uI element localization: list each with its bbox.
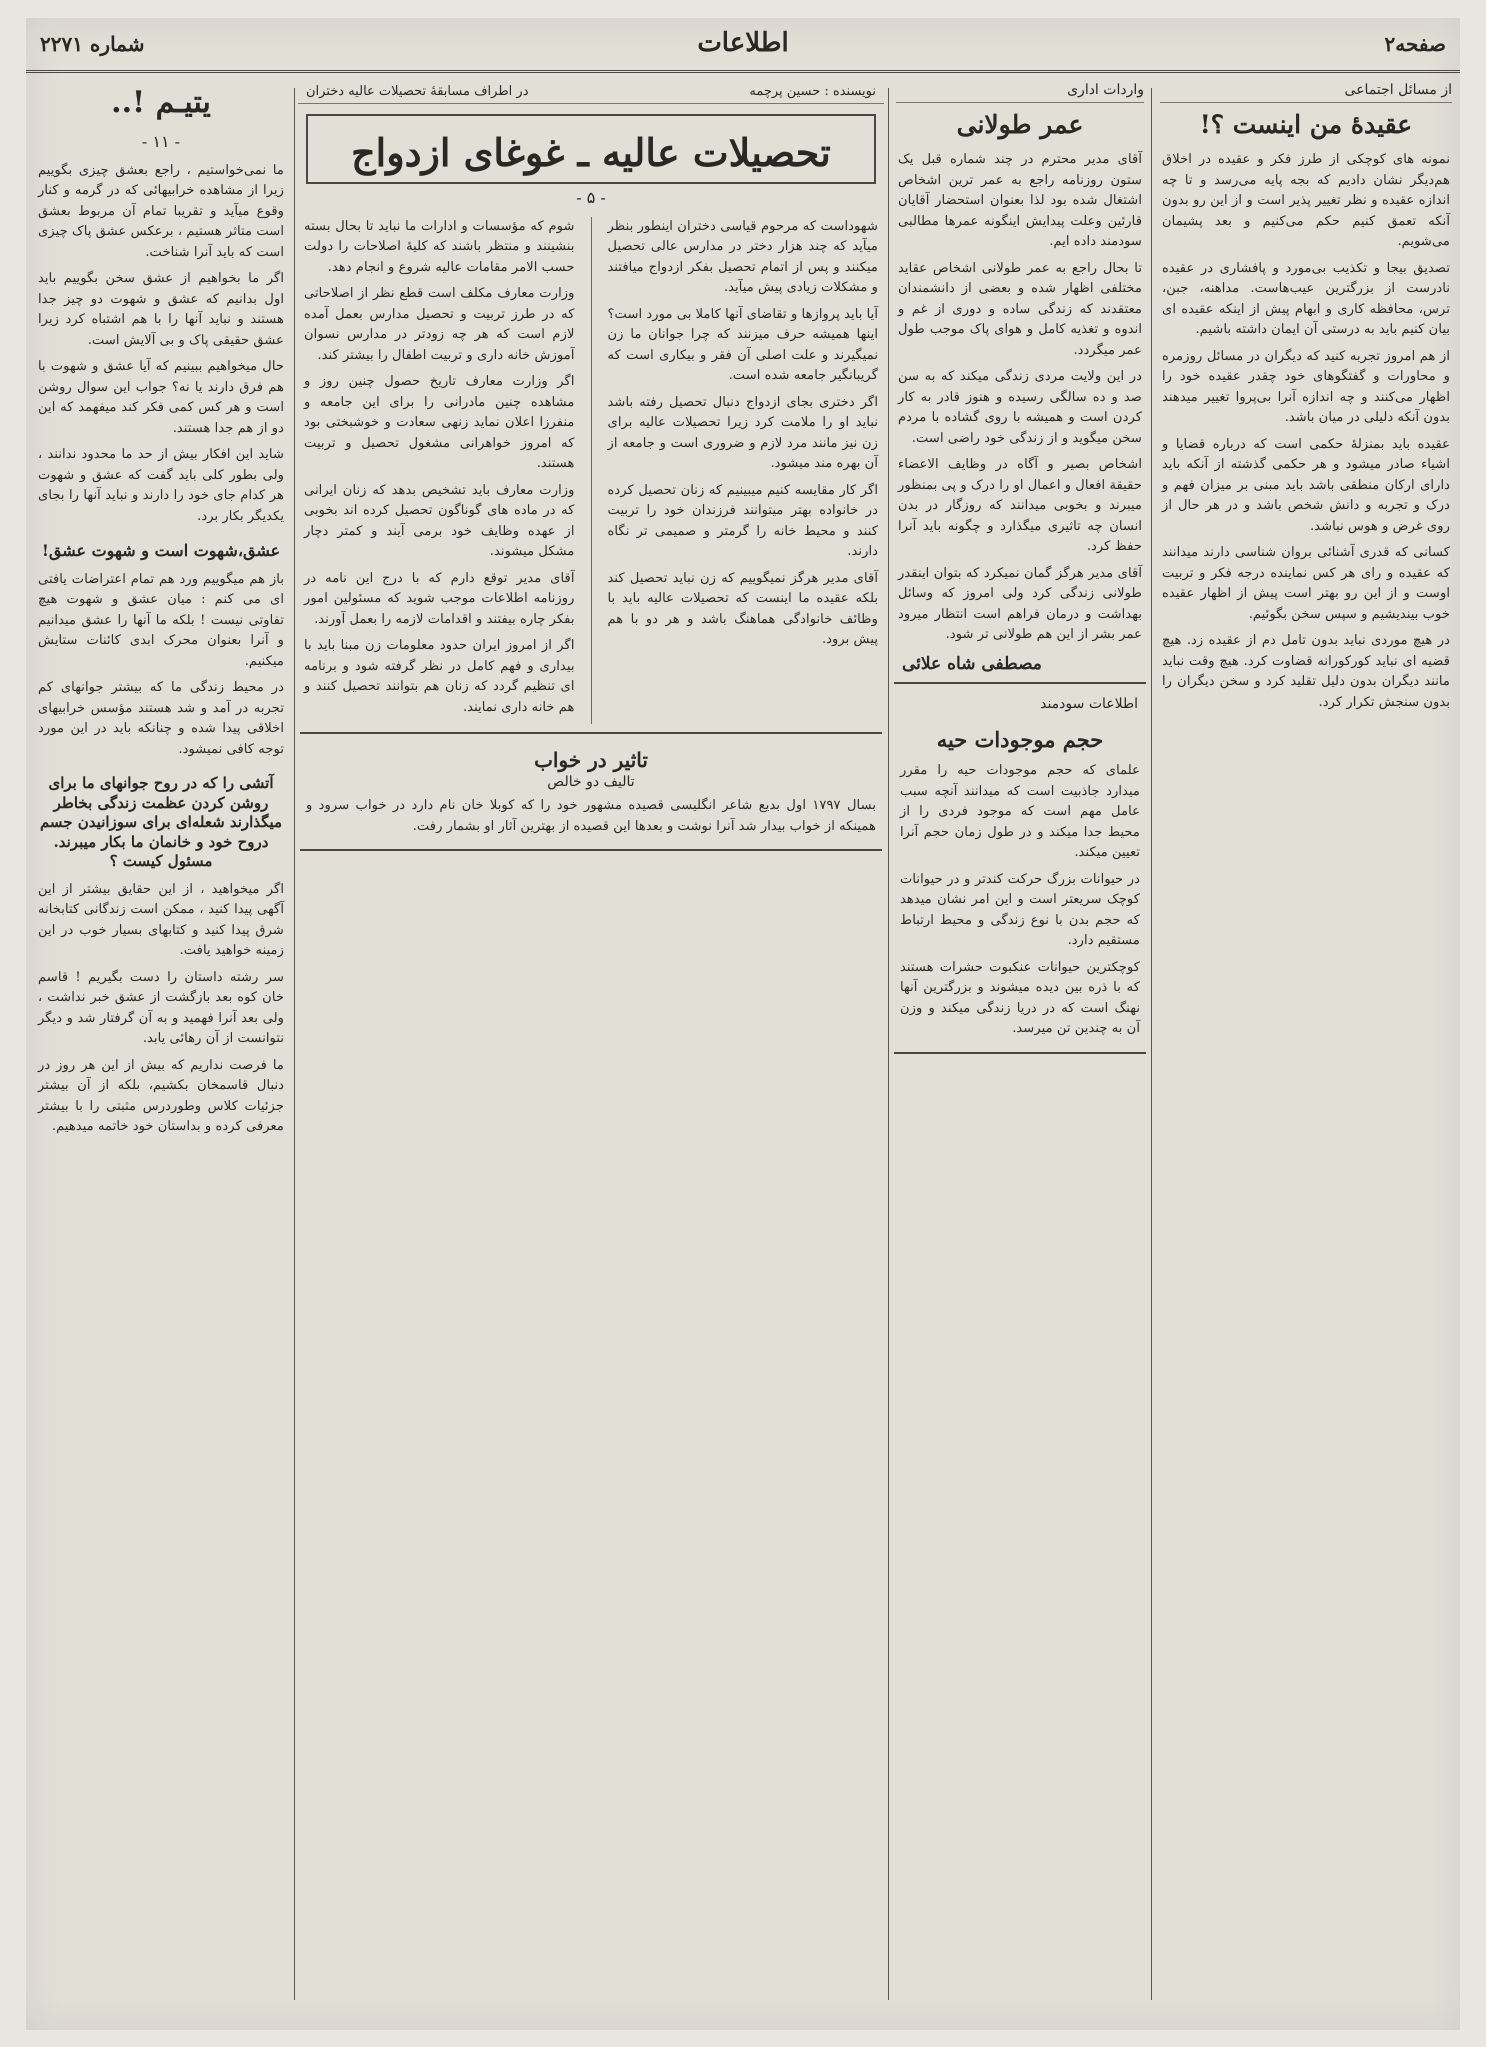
serial-number: - ۵ - xyxy=(576,187,606,207)
paragraph: آقای مدیر هرگز نمیگوییم که زن نباید تحصیل کند بلکه عقیده ما اینست که تحصیلات عالیه باید با وظائف خانوادگی هماهنگ باشد و هر دو با هم پیش برود. xyxy=(607,570,878,648)
paragraph: حال میخواهیم ببینیم که آیا عشق و شهوت با هم فرق دارند یا نه؟ جواب این سوال روشن است و هر کس کمی فکر کند میفهمد که این دو از هم جدا هستند. xyxy=(38,359,284,436)
author-byline: تالیف دو خالص xyxy=(547,774,635,791)
paragraph: اگر ما بخواهیم از عشق سخن بگوییم باید اول بدانیم که عشق و شهوت دو چیز جدا هستند و نباید آنها را با هم اشتباه کرد زیرا عشق حقیقی پاک و بی آلایش است. xyxy=(38,271,284,348)
sub-column-rule xyxy=(591,217,592,725)
column-rule xyxy=(1151,88,1152,2000)
paragraph: ما نمی‌خواستیم ، راجع بعشق چیزی بگوییم زیرا از مشاهده خرابیهائی که در گرمه و کنار وقوع میآید و تقریبا تمام آن مربوط بعشق است متاثر هستیم ، برعکس عشق پاک چیزی است که باید آنرا شناخت. xyxy=(38,162,284,260)
paragraph: نمونه های کوچکی از طرز فکر و عقیده در اخلاق هم‌دیگر نشان دادیم که بجه پایه می‌رسد و تا چه اندازه عقیده و نظر تغییر پذیر است و از این رو بدون آنکه تعمق کنیم حکم می‌کنیم و بعد پشیمان می‌شویم. xyxy=(1162,152,1450,250)
paragraph: اشخاص بصیر و آگاه در وظایف الاعضاء حقیقة افعال و اعمال او را درک و پی بمنظور میبرند و بخوبی میدانند که روزگار در بدن انسان چه تاثیری میگذارد و چگونه باید آنرا حفظ کرد. xyxy=(898,457,1142,555)
paragraph: اگر از امروز ایران حدود معلومات زن مبنا باید با بیداری و فهم کامل در نظر گرفته شود و برنامه ای تنظیم گردد که زنان هم بتوانند تحصیل کنند و هم خانه داری نمایند. xyxy=(304,638,575,715)
byline-row xyxy=(298,80,884,104)
paragraph: عقیده باید بمنزلهٔ حکمی است که درباره قضایا و اشیاء صادر میشود و هر حکمی گذشته از آنکه باید دارای ارکان منطقی باشد باید مبنی بر میزان فهم و درک و تجربه و دانش شخص باشد و در هر حال از روی غرض و هوس نباشد. xyxy=(1162,436,1450,534)
paragraph: ما فرصت نداریم که بیش از این هر روز در دنبال قاسمخان بکشیم، بلکه از آن بیشتر جزئیات کلاس وطوردرس مثبتی را با بیشتر معرفی کرده و بداستان خود خاتمه میدهیم. xyxy=(38,1057,284,1135)
newspaper-name: اطلاعات xyxy=(697,28,789,58)
column-rule xyxy=(294,88,295,2000)
paragraph: وزارت معارف باید تشخیص بدهد که زنان ایرانی که در ماده های گوناگون تحصیل کرده اند بخوبی از عهده وظایف خود برمی آیند و کمتر دچار مشکل میشوند. xyxy=(304,482,575,560)
article-title: تحصیلات عالیه ـ غوغای ازدواج xyxy=(306,114,876,184)
article-title: عمر طولانی xyxy=(956,110,1084,139)
paragraph: آقای مدیر توقع دارم که با درج این نامه در روزنامه اطلاعات موجب شوید که مسئولین امور بفکر چاره بیفتند و اقدامات لازمه را بعمل آورند. xyxy=(304,570,575,627)
author-signature: مصطفی شاه علائی xyxy=(902,653,1042,674)
paragraph: آقای مدیر محترم در چند شماره قبل یک ستون روزنامه راجع به عمر ترین اشخاص اشتغال شده بود لذا بعنوان استحضار آقایان قارئین وعلت پیدایش اینگونه عمرها مطالبی سودمند داده ایم. xyxy=(898,152,1142,250)
paragraph: آقای مدیر هرگز گمان نمیکرد که بتوان اینقدر طولانی زندگی کرد ولی امروز که وسائل بهداشت و درمان فراهم است انتظار میرود عمر بشر از این هم طولانی تر شود. xyxy=(898,565,1142,643)
serial-number: - ۱۱ - xyxy=(141,131,181,151)
issue-number-label: شماره ۲۲۷۱ xyxy=(40,32,145,56)
article-title: یتیـم !.. xyxy=(111,85,211,120)
paragraph: اگر دختری بجای ازدواج دنبال تحصیل رفته باشد نباید او را ملامت کرد زیرا تحصیلات عالیه برای زن نیز مانند مرد لازم و ضروری است و جامعه از آن بهره مند میشود. xyxy=(607,394,878,472)
paragraph: در هیچ موردی نباید بدون تامل دم از عقیده زد. هیچ قضیه ای نباید کورکورانه قضاوت کرد. هیچ وقت نباید مانند دیگران بدون دلیل تقلید کرد و سخن دیگران را بدون سنجش تکرار کرد. xyxy=(1162,633,1450,710)
column-social-issues xyxy=(1156,80,1456,2010)
paragraph: تا بحال راجع به عمر طولانی اشخاص عقاید مختلفی اظهار شده و بعضی از دانشمندان معتقدند که زندگی ساده و دوری از غم و اندوه و تغذیه کامل و هوای پاک موجب طول عمر میگردد. xyxy=(898,260,1142,358)
section-label: اطلاعات سودمند xyxy=(1040,695,1138,712)
paragraph: وزارت معارف مکلف است قطع نظر از اصلاحاتی که در طرز تربیت و تحصیل مدارس بعمل آمده لازم است که هر چه زودتر در مدارس نسوان آموزش خانه داری و تربیت اطفال را بیشتر کند. xyxy=(304,286,575,363)
sub-heading: آتشی را که در روح جوانهای ما برای روشن کردن عظمت زندگی بخاطر میگذارند شعله‌ای برای سوزانیدن جسم دروح خود و خانمان ما بکار میبرند. مسئول کیست ؟ xyxy=(39,774,283,871)
paragraph: بسال ۱۷۹۷ اول بدیع شاعر انگلیسی قصیده مشهور خود را که کوبلا خان نام دارد در خواب سرود و همینکه از خواب بیدار شد آنرا نوشت و بعدها این قصیده از بهترین آثار او بشمار رفت. xyxy=(306,798,877,834)
paragraph: شهوداست که مرحوم قیاسی دختران اینطور بنظر میآید که چند هزار دختر در مدارس عالی تحصیل میکنند و پس از اتمام تحصیل بفکر ازدواج میافتند و مشکلات زیادی پیش میآید. xyxy=(607,218,878,296)
dream-article-box xyxy=(300,732,882,851)
paragraph: شاید این افکار بیش از حد ما محدود ندانند ، ولی بطور کلی باید گفت که عشق و شهوت هر کدام جای خود را دارند و نباید آنها را بجای یکدیگر بکار برد. xyxy=(38,447,284,524)
paragraph: کسانی که قدری آشنائی بروان شناسی دارند میدانند که عقیده و رای هر کس نماینده درجه فکر و تربیت اوست و از این رو بهتر است پیش از اظهار عقیده خوب بیندیشیم و سپس سخن بگوئیم. xyxy=(1162,545,1450,622)
article-title: تاثیر در خواب xyxy=(534,748,648,773)
article-body xyxy=(298,217,884,725)
article-title: عقیدهٔ من اینست ؟! xyxy=(1199,110,1413,139)
paragraph: از هم امروز تجربه کنید که دیگران در مسائل روزمره و محاورات و گفتگوهای خود چقدر عقیده خود را اظهار می‌کنند و چه اندازه آنرا بی‌پروا تغییر میدهند بدون آنکه دلیلی در میان باشد. xyxy=(1162,348,1450,426)
paragraph: تصدیق بیجا و تکذیب بی‌مورد و پافشاری در عقیده نادرست از بزرگترین عیب‌هاست. مداهنه، جبن، ترس، محافظه کاری و ابهام پیش از اینکه عقیده ای بیان کنیم باید به درستی آن ایمان داشته باشیم. xyxy=(1162,260,1450,338)
paragraph: در حیوانات بزرگ حرکت کندتر و در حیوانات کوچک سریعتر است و این امر نشان میدهد که حجم بدن با نوع زندگی و محیط ارتباط مستقیم دارد. xyxy=(900,871,1140,949)
paragraph: در این ولایت مردی زندگی میکند که به سن صد و ده سالگی رسیده و هنوز قادر به کار کردن است و همیشه با روی گشاده با مردم سخن میگوید و از زندگی خود راضی است. xyxy=(898,369,1142,446)
section-label: از مسائل اجتماعی xyxy=(1160,82,1452,103)
paragraph: اگر وزارت معارف تاریخ حصول چنین روز و مشاهده چنین مادرانی را برای این جامعه و منفرزا اعلان نماید زنهی سعادت و خوشبختی بود که امروز خواهرانی مشغول تحصیل و تربیت هستند. xyxy=(304,374,575,472)
author-byline: نویسنده : حسین پرچمه xyxy=(749,84,876,99)
paragraph: سر رشته داستان را دست بگیریم ! قاسم خان کوه بعد بازگشت از عشق خبر نداشت ، ولی بعد آنرا فهمید و به آن گرفتار شد و دیگر نتوانست از آن رهائی یابد. xyxy=(38,969,284,1047)
page-number-label: صفحه۲ xyxy=(1384,32,1446,56)
paragraph: باز هم میگوییم ورد هم تمام اعتراضات یافتی ای می کنم : میان عشق و شهوت هیچ تفاوتی نیست ! بلکه ما آنها را عشق میدانیم و آنرا بعنوان محرک ابدی کائنات ستایش میکنیم. xyxy=(38,571,284,669)
paragraph: شوم که مؤسسات و ادارات ما نباید تا بحال بسته بنشینند و منتظر باشند که کلیهٔ اصلاحات را دولت حسب الامر مقامات عالیه شروع و انجام دهد. xyxy=(304,218,575,275)
paragraph: اگر میخواهید ، از این حقایق بیشتر از این آگهی پیدا کنید ، ممکن است زندگانی کتابخانه شرق پیدا کنید و کتابهای بسیار خوب در این زمینه خواهید یافت. xyxy=(38,881,284,959)
paragraph: کوچکترین حیوانات عنکبوت حشرات هستند که با ذره بین دیده میشوند و بزرگترین آنها نهنگ است که در دریا زندگی میکند و وزن آن به چندین تن میرسد. xyxy=(900,959,1140,1037)
newspaper-page xyxy=(26,18,1460,2030)
article-body xyxy=(1156,150,1456,713)
paragraph: آیا باید پروازها و تقاضای آنها کاملا بی مورد است؟ اینها همیشه حرف میزنند که چرا جوانان ما زن نمیگیرند و علت اصلی آن فقر و بیکاری است که گریبانگیر جامعه شده است. xyxy=(607,306,878,384)
column-long-life xyxy=(892,80,1148,2010)
sub-heading: عشق،شهوت است و شهوت عشق! xyxy=(41,541,281,560)
masthead xyxy=(26,18,1460,73)
column-rule xyxy=(888,88,889,2000)
column-higher-education xyxy=(298,80,884,2010)
sub-column xyxy=(602,217,885,725)
section-label: واردات اداری xyxy=(896,82,1144,103)
paragraph: در محیط زندگی ما که بیشتر جوانهای کم تجربه در آمد و شد هستند مؤسس خرابیهای اخلاقی پیدا شده و چنانکه باید در این مورد توجه کافی نمیشود. xyxy=(38,680,284,757)
series-label: در اطراف مسابقهٔ تحصیلات عالیه دختران xyxy=(306,84,529,99)
sub-column xyxy=(298,217,581,725)
paragraph: علمای که حجم موجودات حیه را مقرر میدارد جاذبیت است که میدانند آنچه سبب عامل مهم است که موجود فردی را از محیط جدا میکند و در طول زمان حجم آنرا تعیین میکند. xyxy=(900,763,1140,861)
useful-info-box xyxy=(894,682,1146,1054)
paragraph: اگر کار مقایسه کنیم میبینیم که زنان تحصیل کرده در خانواده بهتر میتوانند فرزندان خود را تربیت کنند و محیط خانه را گرمتر و صمیمی تر نگاه دارند. xyxy=(607,482,878,560)
column-orphan xyxy=(32,80,290,2010)
article-title: حجم موجودات حیه xyxy=(936,726,1104,752)
